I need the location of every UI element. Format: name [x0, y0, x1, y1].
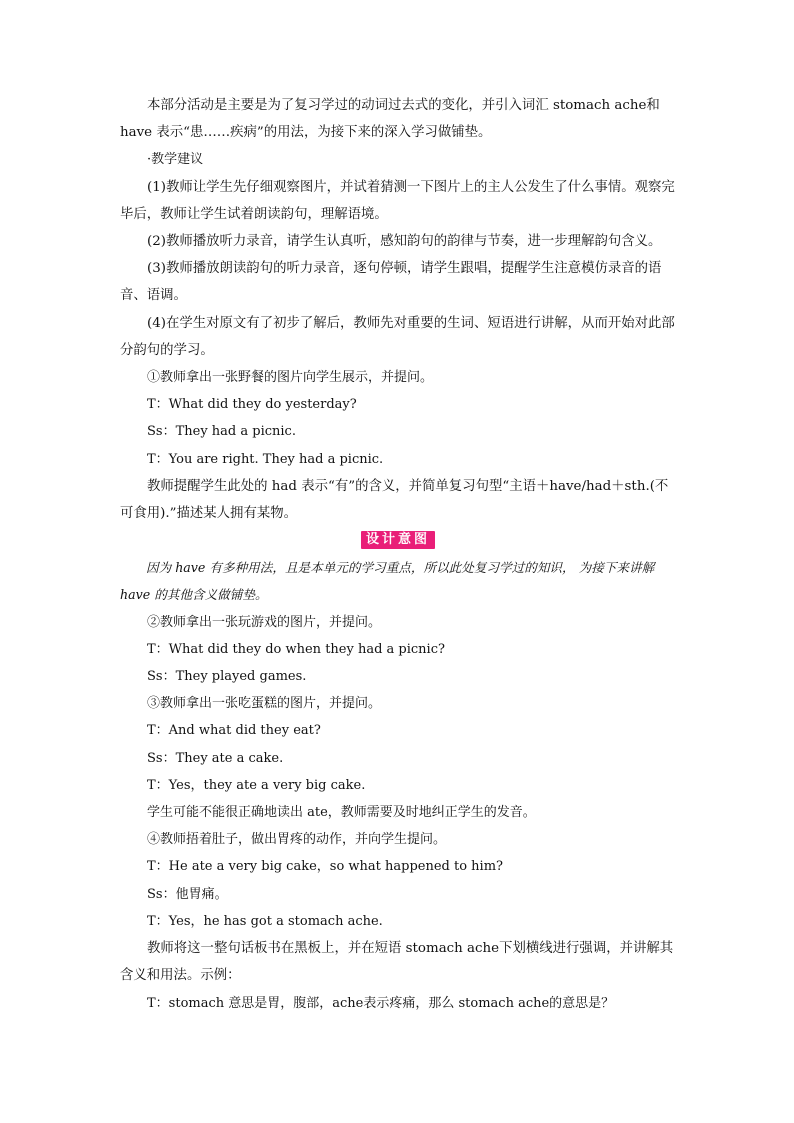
dialogue-line: T：What did they do when they had a picnic? [147, 641, 445, 657]
dialogue-line: T：You are right. They had a picnic. [147, 451, 384, 467]
teaching-suggestion-heading: ·教学建议 [147, 152, 204, 168]
dialogue-line: T：What did they do yesterday? [147, 397, 357, 413]
step-1: (1)教师让学生先仔细观察图片，并试着猜测一下图片上的主人公发生了什么事情。观察完毕后，教师让学生试着朗读韵句，理解语境。 [120, 179, 675, 222]
dialogue-line: T：stomach 意思是胃，腹部，ache表示疼痛，那么 stomach ache的意思是？ [147, 995, 615, 1011]
activity-4: ④教师捂着肚子，做出胃疼的动作，并向学生提问。 [147, 832, 447, 848]
activity-2: ②教师拿出一张玩游戏的图片，并提问。 [147, 614, 382, 630]
dialogue-line: T：And what did they eat? [147, 723, 321, 739]
activity-3: ③教师拿出一张吃蛋糕的图片，并提问。 [147, 696, 382, 712]
design-intent-label [120, 527, 676, 554]
activity-1: ①教师拿出一张野餐的图片向学生展示，并提问。 [147, 370, 434, 386]
dialogue-line: Ss：They had a picnic. [147, 424, 296, 440]
document-page [120, 92, 676, 1017]
design-intent-badge: 设计意图 [361, 531, 435, 549]
dialogue-line: Ss：They played games. [147, 669, 307, 685]
ate-note: 学生可能不能很正确地读出 ate，教师需要及时地纠正学生的发音。 [147, 805, 536, 821]
dialogue-line: Ss：They ate a cake. [147, 750, 284, 766]
dialogue-line: T：Yes，he has got a stomach ache. [147, 913, 383, 929]
had-explanation: 教师提醒学生此处的 had 表示“有”的含义，并简单复习句型“主语＋have/had＋sth.(不可食用).”描述某人拥有某物。 [120, 478, 669, 522]
dialogue-line: T：Yes，they ate a very big cake. [147, 777, 366, 793]
step-4: (4)在学生对原文有了初步了解后，教师先对重要的生词、短语进行讲解，从而开始对此部分韵句的学习。 [120, 315, 675, 358]
intro-paragraph: 本部分活动是主要是为了复习学过的动词过去式的变化，并引入词汇 stomach ache和 have 表示“患……疾病”的用法，为接下来的深入学习做铺垫。 [120, 98, 660, 141]
design-intent-note: 因为 have 有多种用法，且是本单元的学习重点，所以此处复习学过的知识， 为接下来讲解 have 的其他含义做铺垫。 [120, 560, 655, 603]
step-3: (3)教师播放朗读韵句的听力录音，逐句停顿，请学生跟唱，提醒学生注意模仿录音的语音、语调。 [120, 261, 662, 304]
step-2: (2)教师播放听力录音，请学生认真听，感知韵句的韵律与节奏，进一步理解韵句含义。 [147, 234, 662, 250]
dialogue-line: T：He ate a very big cake，so what happened to him? [147, 859, 504, 875]
board-explanation: 教师将这一整句话板书在黑板上，并在短语 stomach ache下划横线进行强调，并讲解其含义和用法。示例： [120, 941, 674, 984]
dialogue-line: Ss：他胃痛。 [147, 886, 228, 902]
